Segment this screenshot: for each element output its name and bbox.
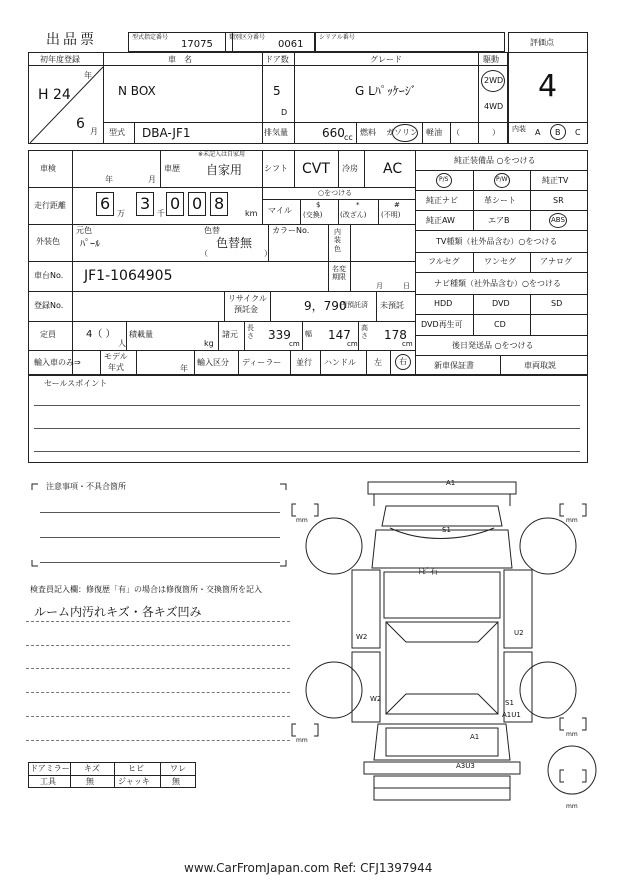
grade-box-label: 評価点 [530,38,554,47]
unpaid-label: 未預託 [380,301,404,310]
mileage-check-note: ○をつける [318,189,353,197]
equip-leather: 革シート [484,196,516,205]
serial-label: シリアル番号 [319,34,355,41]
mileage-digit: 3 [140,194,151,213]
mileage-sen: 千 [157,209,165,218]
drive-2wd: 2WD [484,76,504,85]
legend-header: ドアミラー [30,764,70,773]
first-reg-month-unit: 月 [90,127,98,136]
repaint-value: 色替無 [216,236,253,250]
type-label: 型式 [109,128,125,137]
drive-4wd: 4WD [484,102,504,111]
model-year-label-1: モデル [104,352,128,361]
mm-label: mm [566,803,578,810]
legend-header: ワレ [170,764,186,773]
diagram-mark: U2 [514,629,524,637]
first-reg-label: 初年度登録 [40,55,80,64]
sales-point-box [28,375,588,463]
form-title: 出品票 [46,32,97,48]
diagram-mark: A1U1 [502,711,521,719]
dim-label: 諸元 [222,330,238,339]
legend-value: ジャッキ [118,777,150,786]
displacement-label: 排気量 [264,128,288,137]
repaint-label: 色替 [204,226,220,235]
drive-label: 駆動 [483,55,499,64]
shift-label: シフト [264,164,288,173]
mm-label: mm [566,731,578,738]
recycle-label-2: 預託金 [234,305,258,314]
grade-box-value: 4 [538,69,558,104]
unknown-symbol: # [394,201,400,209]
name-change-month: 月 [376,282,383,290]
int-color-label: 内装色 [334,228,341,253]
ext-color-label: 外装色 [36,237,60,246]
interior-label: 内装 [512,125,526,133]
width-unit: cm [347,340,358,348]
load-unit: kg [204,339,214,348]
model-spec-value: 17075 [181,39,213,50]
mileage-man: 万 [117,209,125,218]
left-label: 左 [374,358,382,367]
door-type: D [281,108,288,117]
legend-value: 無 [86,777,94,786]
navi-title: ナビ種類（社外品含む）○をつける [434,279,561,288]
length-value: 339 [268,328,291,342]
history-note: ※未記入は自家用 [198,151,246,158]
model-year-label-2: 年式 [108,363,124,372]
load-label: 積載量 [129,330,153,339]
mileage-digit: 0 [192,194,203,213]
inspection-label: 車検 [40,164,56,173]
name-change-day: 日 [403,282,410,290]
cooler-value: AC [383,161,403,177]
inspector-label: 検査員記入欄：修復歴「有」の場合は修復箇所・交換箇所を記入 [30,585,262,594]
grade-value: G Lﾊﾟｯｹｰｼﾞ [355,84,417,98]
legend-value: 工具 [40,777,56,786]
name-change-label: 名変期限 [332,265,346,282]
doors-label: ドア数 [265,55,289,64]
tv-title: TV種類（社外品含む）○をつける [436,237,558,246]
diagram-mark: W2 [356,633,368,641]
recycle-label-1: リサイクル [228,294,267,303]
equip-aw: 純正AW [426,216,455,225]
equip-tv: 純正TV [542,176,569,185]
model-year-unit: 年 [180,364,188,373]
altered-symbol: * [356,201,360,209]
serial-box [315,32,505,52]
equip-ps: P/S [439,176,449,183]
displacement-unit: cc [344,133,353,142]
mileage-label: 走行距離 [34,201,66,210]
light-oil-label: 軽油 [426,128,442,137]
model-spec-label: 型式指定番号 [132,34,169,41]
right-label: 右 [399,357,407,366]
history-value: 自家用 [206,163,243,177]
diagram-mark: A1 [446,479,456,487]
navi-cd: CD [494,320,506,329]
inspection-month-unit: 月 [148,175,156,184]
equipment-title: 純正装備品 ○をつける [454,156,536,165]
light-oil-bracket: （ ） [452,128,500,137]
equip-pw: P/W [496,176,508,183]
diagram-mark: W2 [370,695,382,703]
equip-navi: 純正ナビ [426,196,458,205]
type-value: DBA-JF1 [142,126,191,140]
car-damage-diagram [290,470,600,810]
tv-oneseg: ワンセグ [484,257,516,266]
height-unit: cm [402,340,413,348]
orig-color-label: 元色 [76,226,92,235]
dealer-label: ディーラー [242,358,282,367]
notes-box [28,480,290,570]
fuel-label: 燃料 [360,128,376,137]
diagram-mark: A1 [470,733,480,741]
reg-no-label: 登録No. [34,301,64,310]
exchange-symbol: $ [316,201,321,209]
import-class-label: 輸入区分 [197,358,229,367]
height-value: 178 [384,328,407,342]
mm-label: mm [296,517,308,524]
height-label: 高さ [361,324,368,340]
navi-dvd-play: DVD再生可 [421,320,463,329]
interior-option-a: A [535,128,541,137]
legend-header: ヒビ [128,764,144,773]
tv-analog: アナログ [540,257,572,266]
later-warranty: 新車保証書 [434,361,474,370]
model-spec-box [128,32,233,52]
doors-value: 5 [273,84,281,98]
capacity-value: 4（ ） [86,329,116,340]
displacement-value: 660 [322,126,345,140]
legend-value: 無 [172,777,180,786]
later-manual: 車両取説 [524,361,556,370]
footer-reference: www.CarFromJapan.com Ref: CFJ1397944 [184,861,433,875]
category-value: 0061 [278,39,304,50]
car-name-label: 車 名 [168,55,192,64]
first-reg-year: H 24 [38,87,71,103]
cooler-label: 冷房 [342,164,358,173]
mileage-unit: km [245,209,258,218]
orig-color-value: ﾊﾟｰﾙ [80,239,100,250]
navi-hdd: HDD [434,299,453,308]
diagram-mark: ﾄﾋﾞ石 [418,567,438,576]
tv-fullseg: フルセグ [428,257,460,266]
diagram-mark: S1 [442,526,451,534]
repaint-bracket: （ ） [200,249,272,258]
length-unit: cm [289,340,300,348]
sales-point-label: セールスポイント [44,379,108,388]
later-title: 後日発送品 ○をつける [452,341,534,350]
equip-abs: ABS [551,216,565,224]
exchange-label: (交換) [303,211,323,219]
car-name-value: N BOX [118,84,156,98]
inspector-comment: ルーム内汚れキズ・各キズ凹み [34,605,202,619]
recycle-status: 円預託済 [340,301,368,309]
first-reg-year-unit: 年 [84,71,92,80]
mm-label: mm [296,737,308,744]
shift-value: CVT [302,161,330,177]
mileage-digit: 6 [100,194,111,213]
mileage-digit: 0 [170,194,181,213]
capacity-label: 定員 [40,330,56,339]
handle-label: ハンドル [324,358,356,367]
interior-option-c: C [575,128,581,137]
category-box [225,32,315,52]
inspection-year-unit: 年 [105,175,113,184]
category-label: 類別区分番号 [229,34,266,41]
history-label: 車歴 [164,164,180,173]
notes-label: 注意事項・不具合箇所 [46,482,126,491]
import-only-label: 輸入車のみ⇒ [34,358,81,367]
diagram-mark: S1 [505,699,514,707]
width-label: 幅 [305,330,312,338]
legend-header: キズ [84,764,100,773]
recycle-value: 9，790 [304,299,347,313]
equip-airbag: エアB [488,216,510,225]
width-value: 147 [328,328,351,342]
capacity-unit: 人 [118,339,126,348]
parallel-label: 並行 [296,358,312,367]
mile-label: マイル [268,206,292,215]
grade-label: グレード [370,55,402,64]
color-no-label: カラーNo. [272,226,310,235]
fuel-value: ガソリン [386,128,418,137]
equip-sr: SR [553,196,564,205]
navi-dvd: DVD [492,299,510,308]
diagram-mark: A3U3 [456,762,475,770]
altered-label: (改ざん) [340,211,367,219]
chassis-value: JF1-1064905 [84,268,173,284]
unknown-label: (不明) [381,211,401,219]
first-reg-month: 6 [76,116,85,132]
length-label: 長さ [247,324,254,340]
mileage-digit: 8 [214,194,225,213]
chassis-label: 車台No. [34,271,64,280]
navi-sd: SD [551,299,563,308]
mm-label: mm [566,517,578,524]
interior-option-b: B [555,128,561,137]
